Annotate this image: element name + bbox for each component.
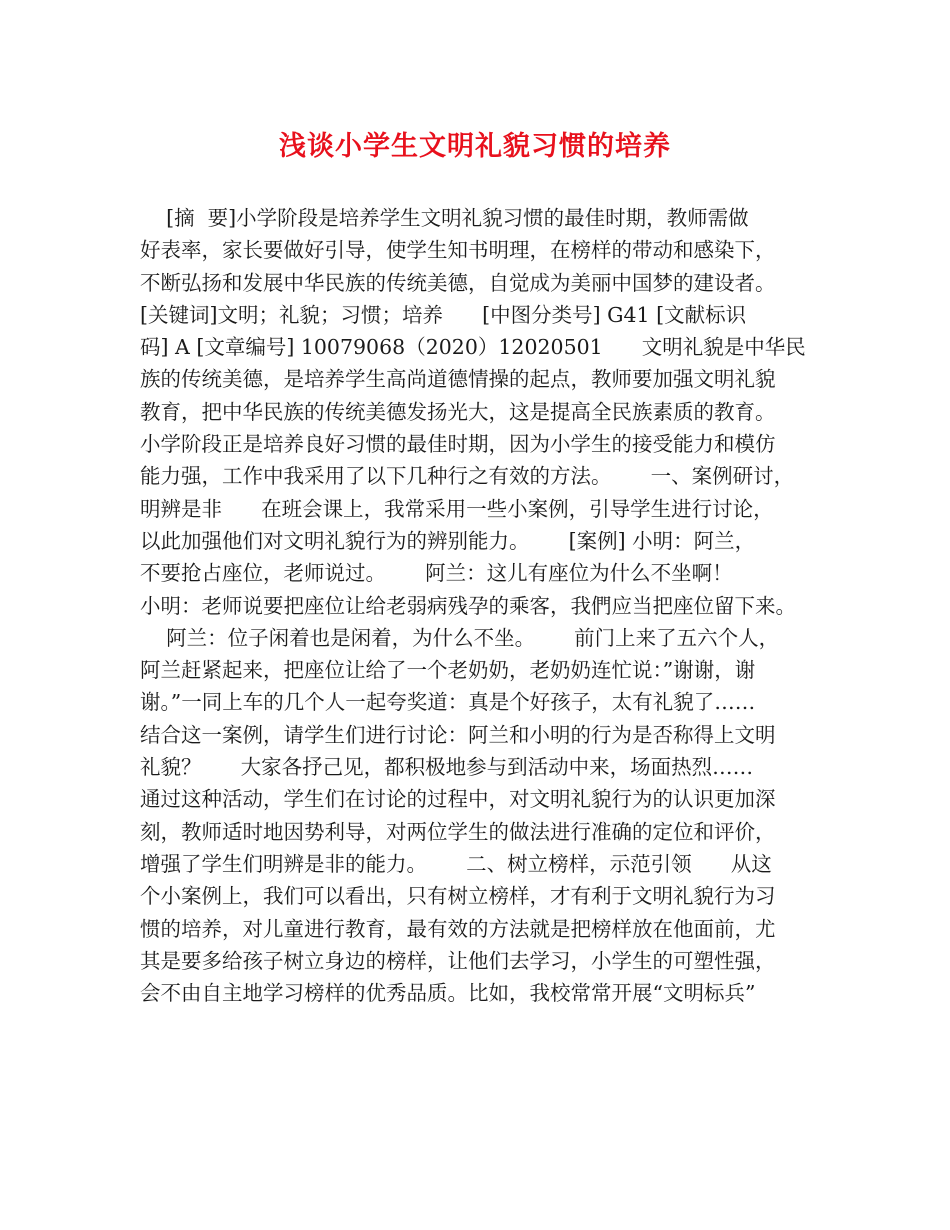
- body-line: 增强了学生们明辨是非的能力。 二、树立榜样，示范引领 从这: [140, 851, 772, 876]
- body-line: 阿兰赶紧起来，把座位让给了一个老奶奶，老奶奶连忙说：”谢谢，谢: [140, 658, 756, 683]
- body-line: 刻，教师适时地因势利导，对两位学生的做法进行准确的定位和评价，: [140, 819, 776, 844]
- body-line: 会不由自主地学习榜样的优秀品质。比如，我校常常开展“文明标兵”: [140, 981, 756, 1006]
- body-line: 能力强，工作中我采用了以下几种行之有效的方法。 一、案例研讨，: [140, 464, 795, 489]
- body-line: 以此加强他们对文明礼貌行为的辨别能力。 [案例] 小明：阿兰，: [140, 528, 756, 553]
- body-line: 结合这一案例，请学生们进行讨论：阿兰和小明的行为是否称得上文明: [140, 722, 776, 747]
- body-line: 族的传统美德，是培养学生高尚道德情操的起点，教师要加强文明礼貌: [140, 367, 776, 392]
- body-line: 不断弘扬和发展中华民族的传统美德，自觉成为美丽中国梦的建设者。: [140, 270, 776, 295]
- body-line: 小学阶段正是培养良好习惯的最佳时期，因为小学生的接受能力和模仿: [140, 432, 776, 457]
- document-body: [140, 202, 840, 1009]
- body-line: [摘 要]小学阶段是培养学生文明礼貌习惯的最佳时期，教师需做: [140, 206, 749, 230]
- body-line: 阿兰：位子闲着也是闲着，为什么不坐。 前门上来了五六个人，: [140, 625, 780, 650]
- document-title: 浅谈小学生文明礼貌习惯的培养: [279, 131, 671, 162]
- body-line: 明辨是非 在班会课上，我常采用一些小案例，引导学生进行讨论，: [140, 496, 774, 521]
- body-line: 惯的培养，对儿童进行教育，最有效的方法就是把榜样放在他面前，尤: [140, 916, 776, 941]
- body-line: 通过这种活动，学生们在讨论的过程中，对文明礼貌行为的认识更加深: [140, 787, 776, 812]
- body-line: 好表率，家长要做好引导，使学生知书明理，在榜样的带动和感染下，: [140, 238, 776, 263]
- body-line: 码] A [文章编号] 10079068（2020）12020501 文明礼貌是中华民: [140, 335, 806, 360]
- body-line: 其是要多给孩子树立身边的榜样，让他们去学习，小学生的可塑性强，: [140, 948, 776, 973]
- body-line: 小明：老师说要把座位让给老弱病残孕的乘客，我們应当把座位留下来。: [140, 593, 796, 618]
- body-line: [关键词]文明；礼貌；习惯；培养 [中图分类号] G41 [文献标识: [140, 302, 747, 327]
- body-line: 教育，把中华民族的传统美德发扬光大，这是提高全民族素质的教育。: [140, 399, 776, 424]
- body-line: 不要抢占座位，老师说过。 阿兰：这儿有座位为什么不坐啊！: [140, 561, 733, 586]
- body-line: 谢。”一同上车的几个人一起夸奖道：真是个好孩子，太有礼貌了……: [140, 690, 756, 715]
- body-line: 礼貌？ 大家各抒己见，都积极地参与到活动中来，场面热烈……: [140, 755, 754, 780]
- body-line: 个小案例上，我们可以看出，只有树立榜样，才有利于文明礼貌行为习: [140, 884, 776, 909]
